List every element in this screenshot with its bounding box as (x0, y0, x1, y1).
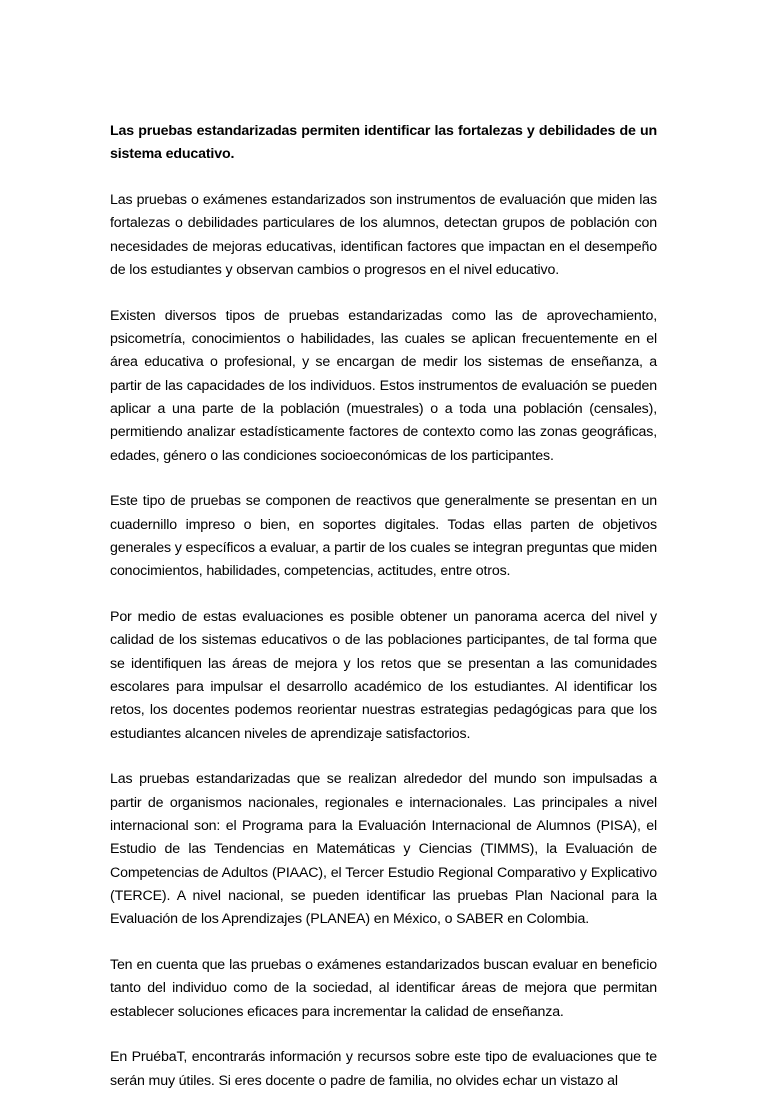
paragraph-pruebat: En PruébaT, encontrarás información y recursos sobre este tipo de evaluaciones que te serán muy útiles. Si eres docente o padre de familia, no olvides echar un vistazo al (110, 1049, 657, 1089)
document-page (110, 120, 657, 1115)
paragraph-types: Existen diversos tipos de pruebas estandarizadas como las de aprovechamiento, psicometría, conocimientos o habilidades, las cuales se aplican frecuentemente en el área educativa o profesional, y se encargan de medir los sistemas de enseñanza, a partir de las capacidades de los individuos. Estos instrumentos de evaluación se pueden aplicar a una parte de la población (muestrales) o a toda una población (censales), permitiendo analizar estadísticamente factores de contexto como las zonas geográficas, edades, género o las condiciones socioeconómicas de los participantes. (110, 307, 657, 464)
paragraph-definition: Las pruebas o exámenes estandarizados son instrumentos de evaluación que miden las fortalezas o debilidades particulares de los alumnos, detectan grupos de población con necesidades de mejoras educativas, identifican factores que impactan en el desempeño de los estudiantes y observan cambios o progresos en el nivel educativo. (110, 192, 657, 278)
paragraph-benefits: Por medio de estas evaluaciones es posible obtener un panorama acerca del nivel y calidad de los sistemas educativos o de las poblaciones participantes, de tal forma que se identifiquen las áreas de mejora y los retos que se presentan a las comunidades escolares para impulsar el desarrollo académico de los estudiantes. Al identificar los retos, los docentes podemos reorientar nuestras estrategias pedagógicas para que los estudiantes alcancen niveles de aprendizaje satisfactorios. (110, 609, 657, 742)
paragraph-format: Este tipo de pruebas se componen de reactivos que generalmente se presentan en un cuadernillo impreso o bien, en soportes digitales. Todas ellas parten de objetivos generales y específicos a evaluar, a partir de los cuales se integran preguntas que miden conocimientos, habilidades, competencias, actitudes, entre otros. (110, 493, 657, 580)
document-title: Las pruebas estandarizadas permiten identificar las fortalezas y debilidades de un sistema educativo. (110, 123, 657, 163)
paragraph-purpose: Ten en cuenta que las pruebas o exámenes estandarizados buscan evaluar en beneficio tanto del individuo como de la sociedad, al identificar áreas de mejora que permitan establecer soluciones eficaces para incrementar la calidad de enseñanza. (110, 956, 657, 1020)
paragraph-organisms: Las pruebas estandarizadas que se realizan alrededor del mundo son impulsadas a partir de organismos nacionales, regionales e internacionales. Las principales a nivel internacional son: el Programa para la Evaluación Internacional de Alumnos (PISA), el Estudio de las Tendencias en Matemáticas y Ciencias (TIMMS), la Evaluación de Competencias de Adultos (PIAAC), el Tercer Estudio Regional Comparativo y Explicativo (TERCE). A nivel nacional, se pueden identificar las pruebas Plan Nacional para la Evaluación de los Aprendizajes (PLANEA) en México, o SABER en Colombia. (110, 771, 657, 928)
